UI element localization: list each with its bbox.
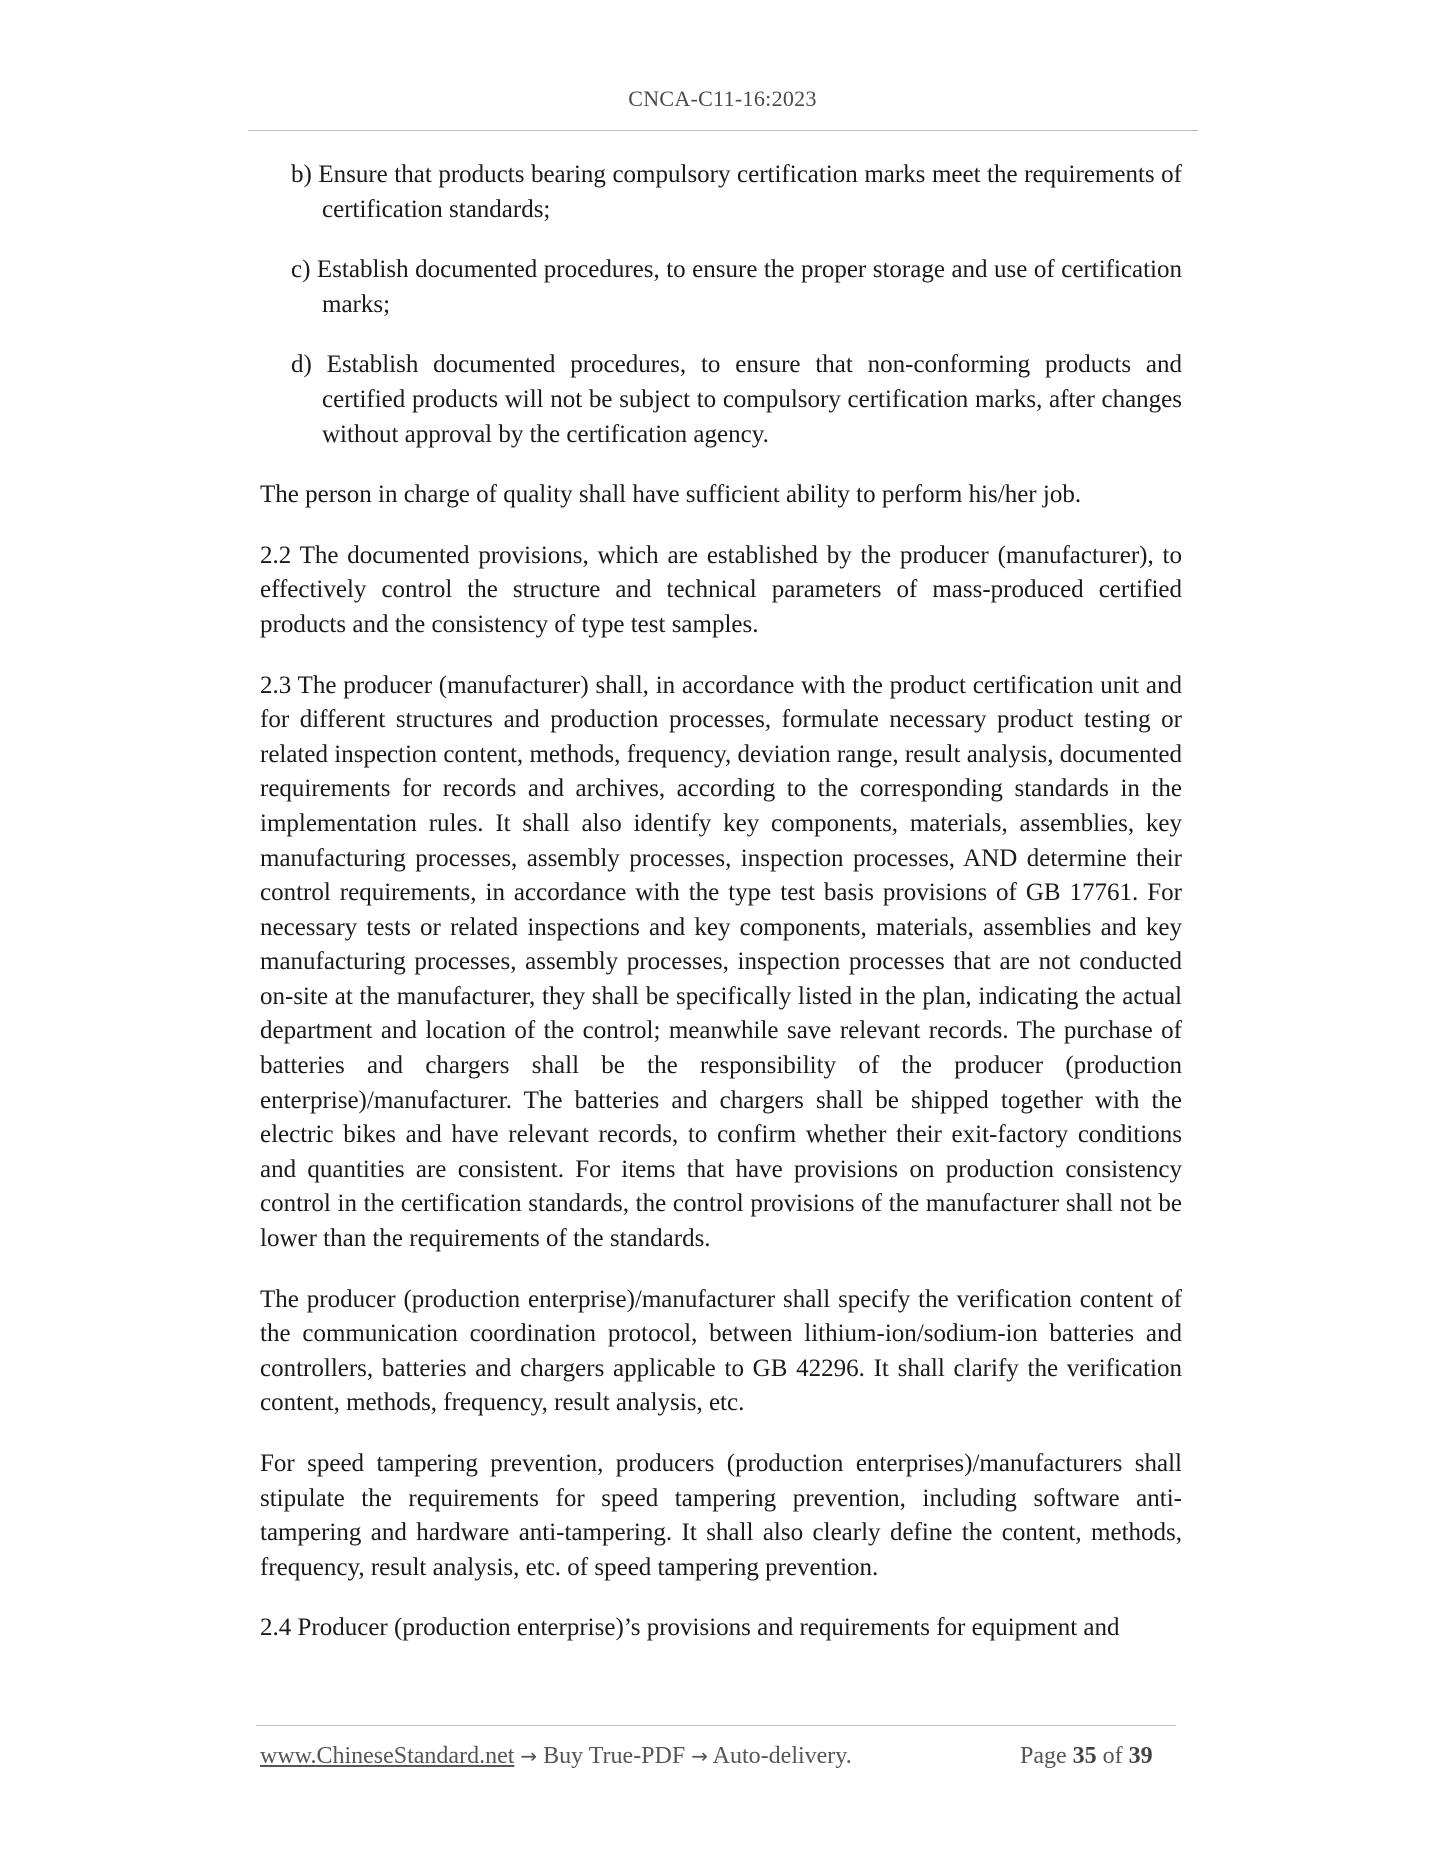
paragraph-protocol-verification: The producer (production enterprise)/manufacturer shall specify the verification content of the communication coordination protocol, between lithium-ion/sodium-ion batteries and controllers, batteries and chargers applicable to GB 42296. It shall clarify the verification content, methods, frequency, result analysis, etc. bbox=[260, 1285, 1182, 1417]
page-indicator bbox=[1020, 1743, 1153, 1770]
page-header-title: CNCA-C11-16:2023 bbox=[628, 86, 817, 111]
paragraph-2-4: 2.4 Producer (production enterprise)’s provisions and requirements for equipment and bbox=[260, 1614, 1120, 1642]
header-divider bbox=[248, 130, 1198, 131]
of-label: of bbox=[1102, 1743, 1123, 1769]
paragraph-speed-tampering: For speed tampering prevention, producers (production enterprises)/manufacturers shall stipulate the requirements for speed tampering prevention, including software anti-tampering and hardware anti-tampering. It shall also clearly define the content, methods, frequency, result analysis, etc. of speed tampering prevention. bbox=[260, 1450, 1182, 1581]
footer-divider bbox=[256, 1725, 1176, 1726]
footer-promo bbox=[260, 1743, 852, 1770]
list-item-b: b) Ensure that products bearing compulsory certification marks meet the requirements of certification standards; bbox=[291, 161, 1182, 223]
auto-delivery-text: Auto-delivery. bbox=[712, 1743, 852, 1769]
page-label: Page bbox=[1020, 1743, 1067, 1769]
buy-true-pdf-text: Buy True-PDF bbox=[543, 1743, 686, 1769]
site-link[interactable]: www.ChineseStandard.net bbox=[260, 1743, 515, 1769]
arrow-right-icon: → bbox=[691, 1744, 708, 1768]
paragraph-2-2: 2.2 The documented provisions, which are established by the producer (manufacturer), to effectively control the structure and technical parameters of mass-produced certified products and the consistency of type test samples. bbox=[260, 541, 1182, 638]
paragraph-2-3: 2.3 The producer (manufacturer) shall, in accordance with the product certification unit and for different structures and production processes, formulate necessary product testing or related inspection content, methods, frequency, deviation range, result analysis, documented requirements for records and archives, according to the corresponding standards in the implementation rules. It shall also identify key components, materials, assemblies, key manufacturing processes, assembly processes, inspection processes, AND determine their control requirements, in accordance with the type test basis provisions of GB 17761. For necessary tests or related inspections and key components, materials, assemblies and key manufacturing processes, assembly processes, inspection processes that are not conducted on-site at the manufacturer, they shall be specifically listed in the plan, indicating the actual department and location of the control; meanwhile save relevant records. The purchase of batteries and chargers shall be the responsibility of the producer (production enterprise)/manufacturer. The batteries and chargers shall be shipped together with the electric bikes and have relevant records, to confirm whether their exit-factory conditions and quantities are consistent. For items that have provisions on production consistency control in the certification standards, the control provisions of the manufacturer shall not be lower than the requirements of the standards. bbox=[260, 671, 1182, 1253]
total-pages: 39 bbox=[1128, 1743, 1153, 1769]
document-body bbox=[260, 158, 1182, 1672]
list-item-c: c) Establish documented procedures, to ensure the proper storage and use of certification marks; bbox=[291, 256, 1182, 318]
list-item-d: d) Establish documented procedures, to ensure that non-conforming products and certified products will not be subject to compulsory certification marks, after changes without approval by the certification agency. bbox=[291, 351, 1182, 448]
page-number: 35 bbox=[1072, 1743, 1097, 1769]
arrow-right-icon: → bbox=[520, 1744, 538, 1768]
paragraph-quality-person: The person in charge of quality shall have sufficient ability to perform his/her job. bbox=[260, 481, 1082, 509]
